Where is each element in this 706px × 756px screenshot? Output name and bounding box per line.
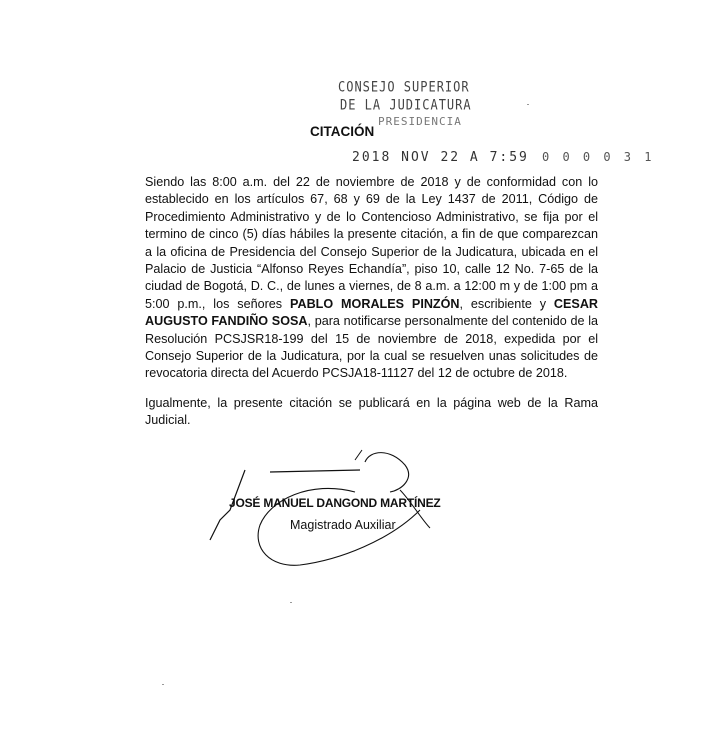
scan-speck — [162, 684, 164, 685]
stamp-received-date: 2018 NOV 22 A 7:59 — [352, 150, 529, 165]
paragraph-outro: , para notificarse personalmente del contenido de la Resolución PCSJSR18-199 del 15 de noviembre de 2018, expedida por el Consejo Superior de la Judicatura, por la cual se resuelven unas solicitudes de revocatoria directa del Acuerdo PCSJA18-11127 del 12 de octubre de 2018. — [145, 314, 599, 381]
person-name-2: CESAR AUGUSTO FANDIÑO SOSA — [145, 296, 599, 329]
scan-speck — [527, 104, 529, 105]
publication-paragraph: Igualmente, la presente citación se publicará en la página web de la Rama Judicial. — [145, 396, 598, 428]
citation-paragraph — [145, 174, 598, 383]
stamp-line-2: DE LA JUDICATURA — [340, 96, 472, 114]
scan-speck — [290, 602, 292, 603]
stamp-line-3: PRESIDENCIA — [378, 115, 462, 128]
signatory-name: JOSÉ MANUEL DANGOND MARTÍNEZ — [229, 496, 441, 510]
signatory-role: Magistrado Auxiliar — [290, 518, 396, 532]
paragraph-mid: , escribiente y — [459, 296, 554, 311]
stamp-number: 0 0 0 0 3 1 — [542, 150, 655, 164]
person-name-1: PABLO MORALES PINZÓN — [290, 296, 460, 311]
stamp-line-1: CONSEJO SUPERIOR — [338, 78, 470, 96]
document-title: CITACIÓN — [310, 124, 375, 139]
paragraph-intro: Siendo las 8:00 a.m. del 22 de noviembre de 2018 y de conformidad con lo establecido en los artículos 67, 68 y 69 de la Ley 1437 de 2011, Código de Procedimiento Administrativo y de lo Contencioso Administrativo, se fija por el termino de cinco (5) días hábiles la presente citación, a fin de que comparezcan a la oficina de Presidencia del Consejo Superior de la Judicatura, ubicada en el Palacio de Justicia “Alfonso Reyes Echandía”, piso 10, calle 12 No. 7-65 de la ciudad de Bogotá, D. C., de lunes a viernes, de 8 a.m. a 12:00 m y de 1:00 pm a 5:00 p.m., los señores — [145, 175, 598, 311]
